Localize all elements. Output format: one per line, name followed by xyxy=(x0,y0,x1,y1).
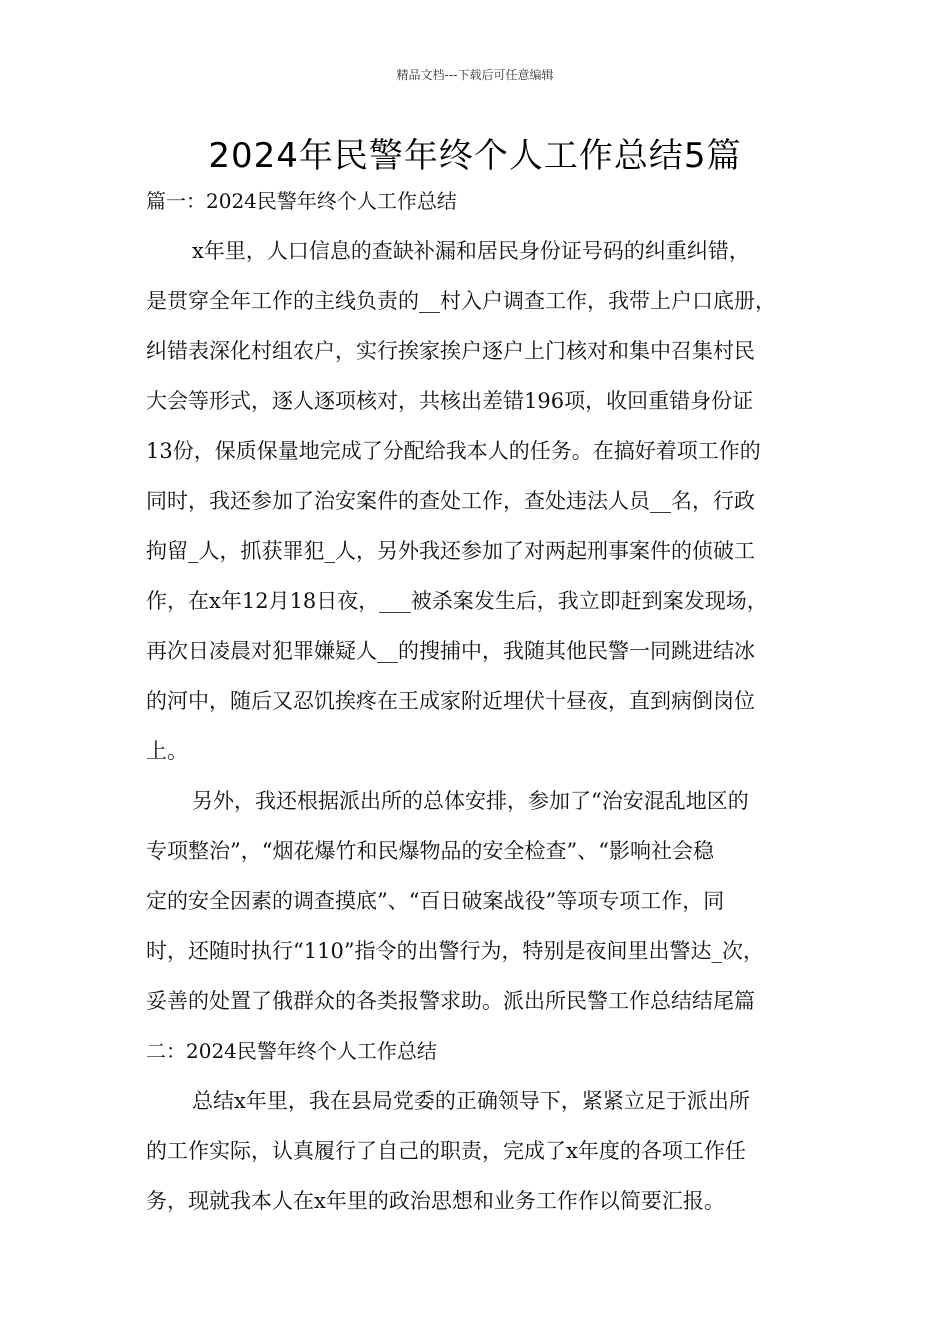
paragraph-line: 纠错表深化村组农户，实行挨家挨户逐户上门核对和集中召集村民 xyxy=(146,339,755,363)
document-title: 2024年民警年终个人工作总结5篇 xyxy=(208,136,742,176)
paragraph-line: 拘留_人，抓获罪犯_人，另外我还参加了对两起刑事案件的侦破工 xyxy=(146,539,755,563)
paragraph-line: 的河中，随后又忍饥挨疼在王成家附近埋伏十昼夜，直到病倒岗位 xyxy=(146,689,755,713)
document-body xyxy=(146,176,831,1226)
section-heading: 篇一：2024民警年终个人工作总结 xyxy=(146,189,457,213)
paragraph-line: 的工作实际，认真履行了自己的职责，完成了x年度的各项工作任 xyxy=(146,1139,746,1163)
paragraph-line: 是贯穿全年工作的主线负责的__村入户调查工作，我带上户口底册， xyxy=(146,289,776,313)
paragraph-line: 作，在x年12月18日夜，___被杀案发生后，我立即赶到案发现场， xyxy=(146,589,768,613)
paragraph-line: 另外，我还根据派出所的总体安排，参加了“治安混乱地区的 xyxy=(192,789,749,813)
paragraph-line: 务，现就我本人在x年里的政治思想和业务工作作以简要汇报。 xyxy=(146,1189,725,1213)
paragraph-line: 妥善的处置了俄群众的各类报警求助。派出所民警工作总结结尾篇 xyxy=(146,989,755,1013)
paragraph-line: 上。 xyxy=(146,739,188,763)
section-heading: 二：2024民警年终个人工作总结 xyxy=(146,1039,437,1063)
paragraph-line: 13份，保质保量地完成了分配给我本人的任务。在搞好着项工作的 xyxy=(146,439,761,463)
paragraph-line: 总结x年里，我在县局党委的正确领导下，紧紧立足于派出所 xyxy=(192,1089,750,1113)
paragraph-line: 大会等形式，逐人逐项核对，共核出差错196项，收回重错身份证 xyxy=(146,389,754,413)
paragraph-line: 定的安全因素的调查摸底”、“百日破案战役”等项专项工作，同 xyxy=(146,889,725,913)
header-note: 精品文档---下载后可任意编辑 xyxy=(396,68,554,82)
paragraph-line: 时，还随时执行“110”指令的出警行为，特别是夜间里出警达_次， xyxy=(146,939,765,963)
paragraph-line: 专项整治”，“烟花爆竹和民爆物品的安全检查”、“影响社会稳 xyxy=(146,839,714,863)
paragraph-line: 同时，我还参加了治安案件的查处工作，查处违法人员__名，行政 xyxy=(146,489,755,513)
paragraph-line: x年里，人口信息的查缺补漏和居民身份证号码的纠重纠错， xyxy=(192,239,750,263)
paragraph-line: 再次日凌晨对犯罪嫌疑人__的搜捕中，我随其他民警一同跳进结冰 xyxy=(146,639,755,663)
